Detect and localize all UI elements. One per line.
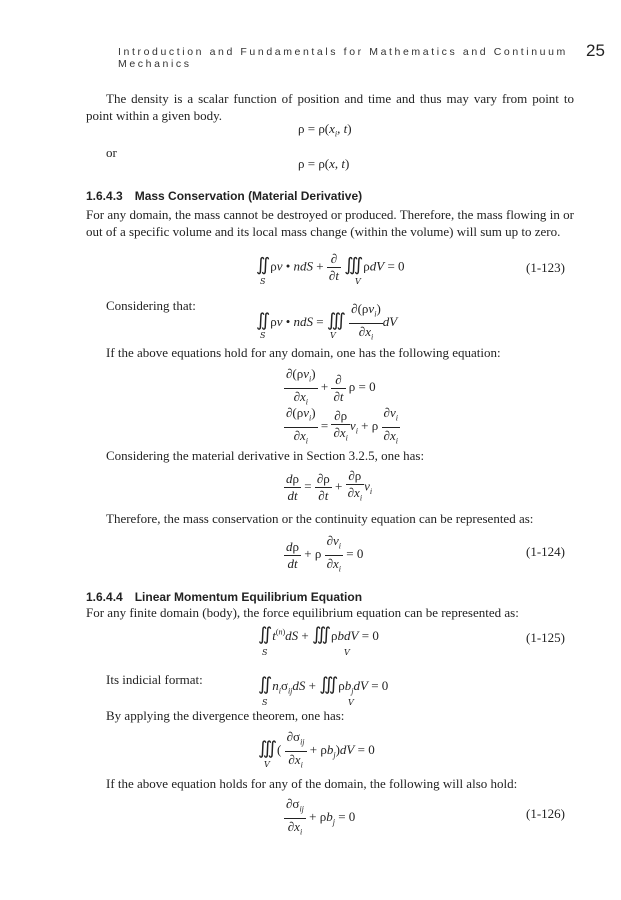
linear-momentum-paragraph: For any finite domain (body), the force equilibrium equation can be represented as:	[86, 605, 519, 620]
equation-divergence: ∭( $\frac{\partial\sigma_{ij}}{\partial x_i}$ + $\rho b_j)dV = 0$	[258, 729, 375, 770]
equation-material-derivative: $\frac{d\rho}{dt}$ = $\frac{\partial\rho}{\partial t}$ + $\frac{\partial\rho}{\partial x_i}$ $v_i$	[286, 468, 373, 503]
density-equation-1: $\rho = \rho(x_i$, t)	[298, 121, 352, 139]
limit-v: V	[348, 698, 354, 707]
any-domain-text: If the above equations hold for any domain, one has the following equation:	[106, 345, 501, 360]
limit-v: V	[344, 648, 350, 657]
limit-s: S	[262, 648, 268, 657]
equation-1-124: $\frac{d\rho}{dt}$ + ρ $\frac{\partial v_i}{\partial x_i}$ = 0	[286, 533, 364, 574]
equation-number-1-126: (1-126)	[526, 806, 565, 821]
equation-product-rule: $\frac{\partial(\rho v_i)}{\partial x_i}$ = $\frac{\partial\rho}{\partial x_i}$ $v_i + \rho$ $\frac{\partial v_i}{\partial x_i}$	[286, 405, 398, 446]
therefore-text: Therefore, the mass conservation or the continuity equation can be represented as:	[106, 511, 534, 526]
equation-number-1-125: (1-125)	[526, 630, 565, 645]
section-heading-linear-momentum: 1.6.4.4 Linear Momentum Equilibrium Equation	[86, 590, 363, 604]
limit-s: S	[262, 698, 268, 707]
running-header: Introduction and Fundamentals for Mathematics and Continuum Mechanics	[118, 46, 568, 70]
limit-v: V	[355, 277, 361, 286]
page-number: 25	[586, 41, 605, 60]
limit-s: S	[260, 331, 266, 340]
limit-s: S	[260, 277, 266, 286]
intro-paragraph: The density is a scalar function of position and time and thus may vary from point to point within a given body.	[86, 91, 574, 123]
material-derivative-text: Considering the material derivative in Section 3.2.5, one has:	[106, 448, 425, 463]
equation-number-1-123: (1-123)	[526, 260, 565, 275]
divergence-theorem-text: By applying the divergence theorem, one has:	[106, 708, 345, 723]
equation-continuity-local: $\frac{\partial(\rho v_i)}{\partial x_i}$ + $\frac{\partial}{\partial t}$ ρ = 0	[286, 366, 376, 407]
considering-text: Considering that:	[106, 298, 196, 313]
limit-v: V	[264, 760, 270, 769]
mass-conservation-paragraph: For any domain, the mass cannot be destroyed or produced. Therefore, the mass flowing in or out of a specific volume and its local mass change (within the volume) will sum up to zero.	[86, 207, 574, 239]
section-heading-mass-conservation: 1.6.4.3 Mass Conservation (Material Derivative)	[86, 189, 363, 203]
equation-1-123: ∬ρv • ndS + $\frac{\partial}{\partial t}$ ∭ρdV = 0	[256, 251, 405, 283]
equation-1-125: $∬t^{(n)}dS$ + ∭ρbdV = 0	[258, 624, 379, 644]
equation-considering: ∬ρv • ndS = ∭ $\frac{\partial(\rho v_i)}{\partial x_i}$ dV	[256, 301, 398, 342]
limit-v: V	[330, 331, 336, 340]
equation-number-1-124: (1-124)	[526, 544, 565, 559]
any-domain-holds-text: If the above equation holds for any of the domain, the following will also hold:	[106, 776, 518, 791]
equation-indicial: $∬n_i\sigma_{ij}dS$ + $∭\rho b_jdV = 0$	[258, 674, 389, 696]
density-equation-2: ρ = ρ(x, t)	[298, 156, 350, 171]
equation-1-126: $\frac{\partial\sigma_{ij}}{\partial x_i}$ + $\rho b_j = 0$	[286, 796, 356, 837]
indicial-format-text: Its indicial format:	[106, 672, 203, 687]
or-word: or	[106, 145, 117, 160]
